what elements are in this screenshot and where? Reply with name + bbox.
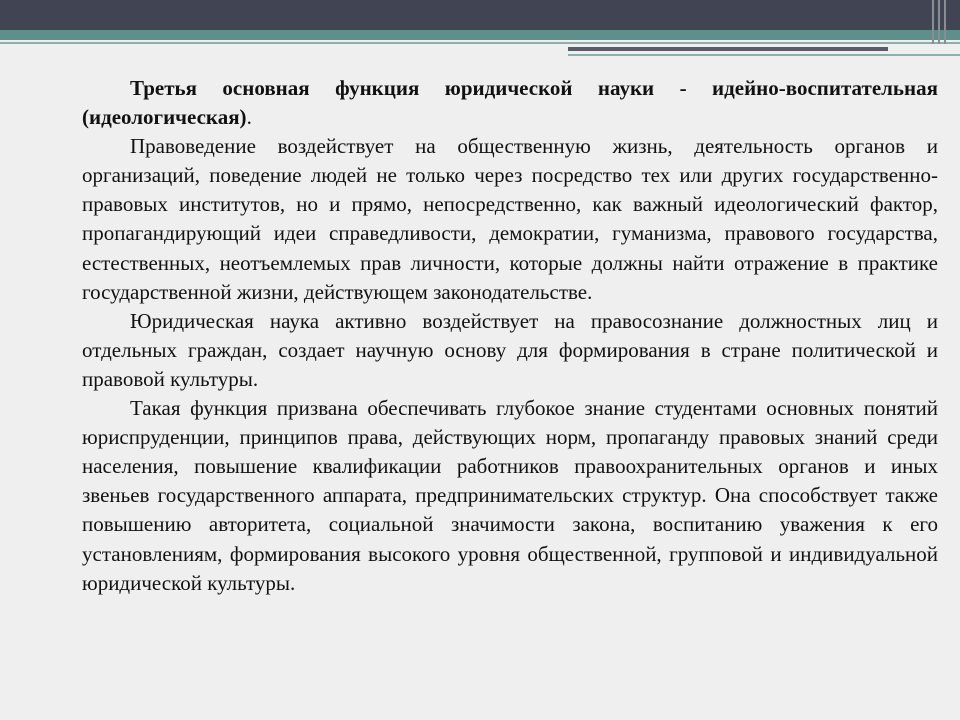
paragraph-2: Юридическая наука активно воздействует на правосознание должностных лиц и отдельных граждан, создает научную основу для формирования в стране политической и правовой культуры. [82,308,938,391]
header-teal-line [0,42,960,44]
accent-line [568,54,960,56]
header-dark-bar [0,0,960,30]
slide-heading [82,74,938,132]
heading-tail: . [246,105,252,130]
accent-bar [568,47,888,51]
corner-decoration [932,0,950,44]
header-teal-stripe [0,30,960,40]
paragraph-1: Правоведение воздействует на общественную жизнь, деятельность органов и организаций, поведение людей не только через посредство тех или других государственно-правовых институтов, но и прямо, непосредственно, как важный идеологический фактор, пропагандирующий идеи справедливости, демократии, гуманизма, правового государства, естественных, неотъемлемых прав личности, которые должны найти отражение в практике государственной жизни, действующем законодательстве. [82,134,938,304]
heading-bold: Третья основная функция юридической науки - идейно-воспитательная (идеологическая) [82,76,938,130]
paragraph-3: Такая функция призвана обеспечивать глубокое знание студентами основных понятий юриспруденции, принципов права, действующих норм, пропаганду правовых знаний среди населения, повышение квалификации работников правоохранительных органов и иных звеньев государственного аппарата, предпринимательских структур. Она способствует также повышению авторитета, социальной значимости закона, воспитанию уважения к его установлениям, формирования высокого уровня общественной, групповой и индивидуальной юридической культуры. [82,396,938,595]
slide-body [82,74,938,598]
